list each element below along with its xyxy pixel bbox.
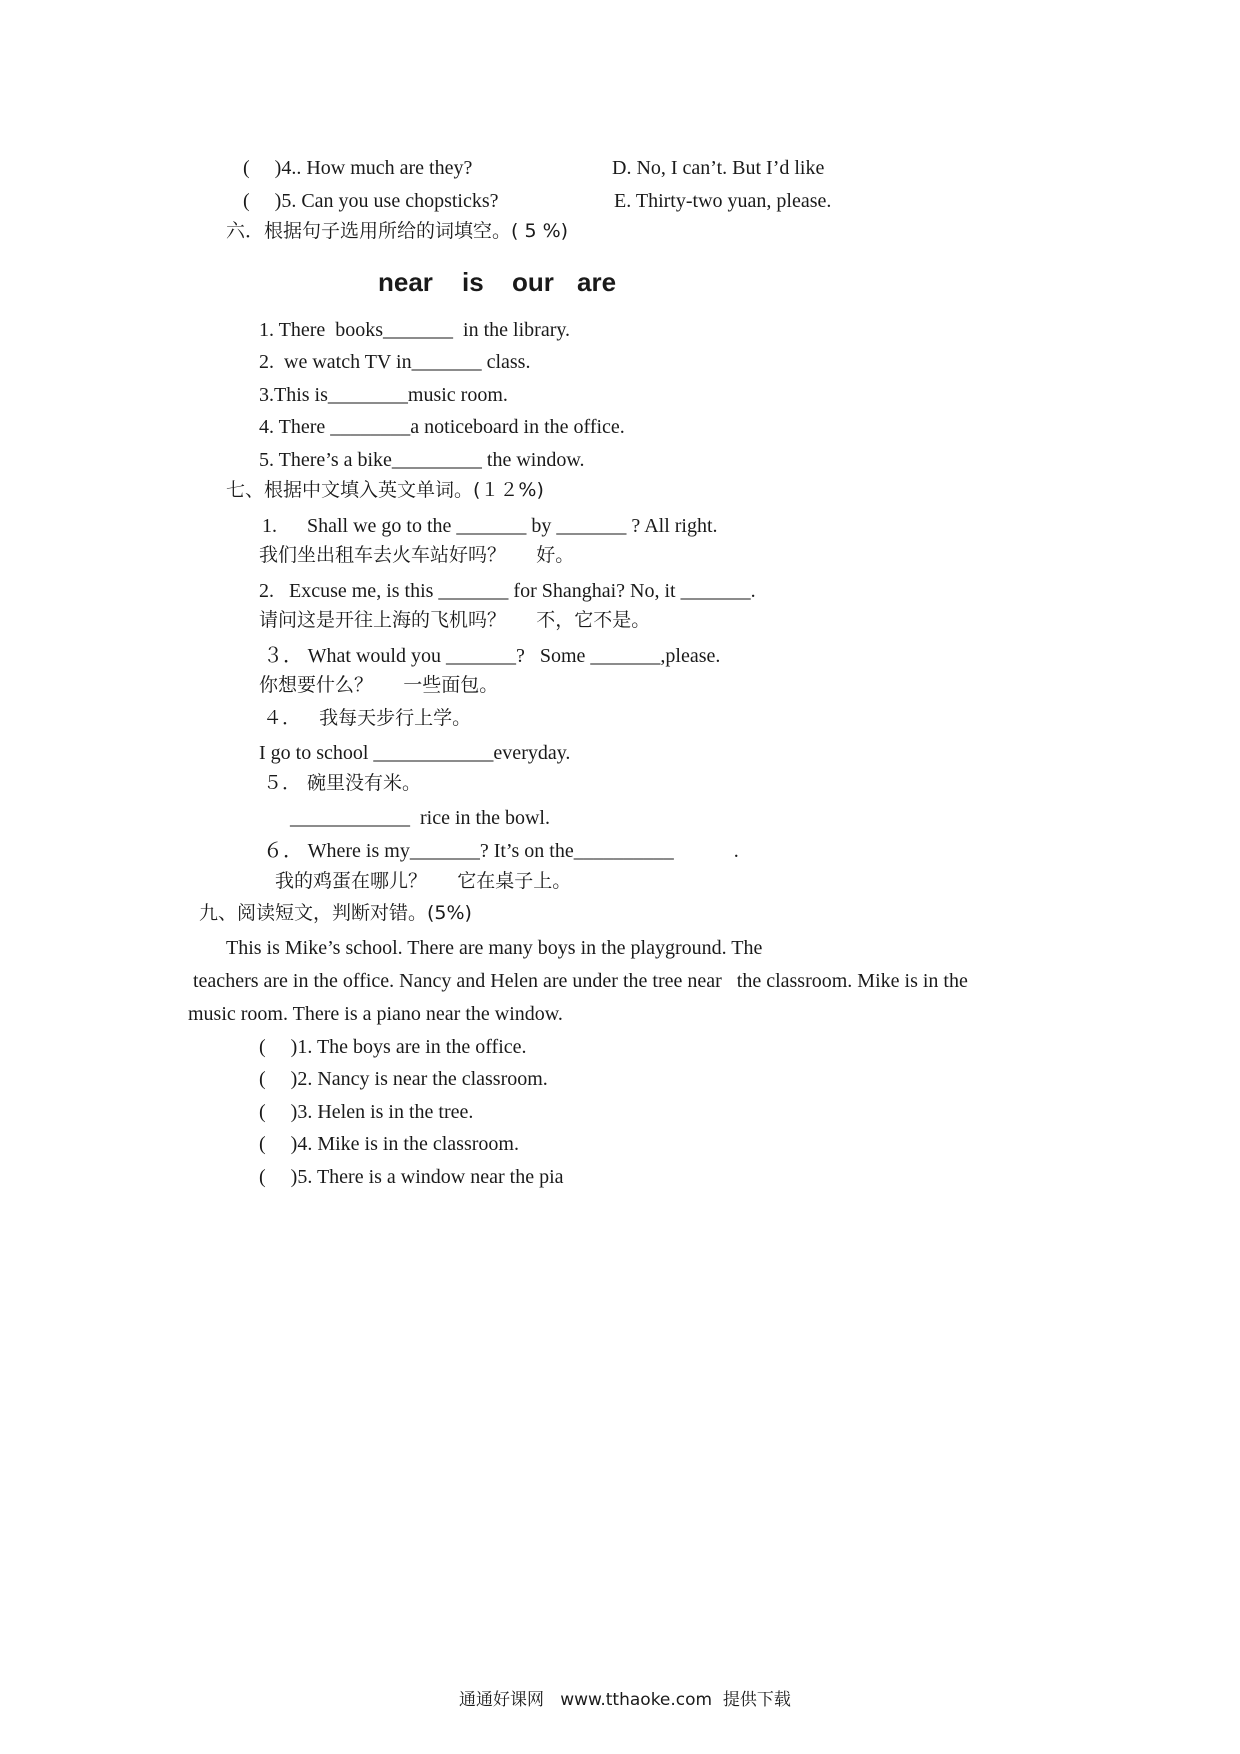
section7-q5-zh: ５． 碗里没有米。: [263, 772, 422, 794]
section6-item-4: 4. There ________a noticeboard in the office.: [259, 416, 625, 438]
passage-line-3: music room. There is a piano near the window.: [188, 1003, 563, 1025]
section9-item-5: ( )5. There is a window near the pia: [259, 1166, 564, 1188]
section7-q1-zh: 我们坐出租车去火车站好吗？ 好。: [259, 544, 575, 566]
section7-heading: 七、根据中文填入英文单词。(１２%): [226, 479, 544, 501]
section6-item-2: 2. we watch TV in_______ class.: [259, 351, 531, 373]
section7-q4-zh: ４． 我每天步行上学。: [263, 707, 472, 729]
section7-q5-en: ____________ rice in the bowl.: [290, 807, 550, 829]
match-answer-d: D. No, I can’t. But I’d like: [612, 157, 825, 179]
passage-line-1: This is Mike’s school. There are many boys in the playground. The: [226, 937, 763, 959]
section7-q2-zh: 请问这是开往上海的飞机吗？ 不，它不是。: [259, 609, 651, 631]
section6-item-5: 5. There’s a bike_________ the window.: [259, 449, 585, 471]
section9-item-3: ( )3. Helen is in the tree.: [259, 1101, 474, 1123]
section7-q3-zh: 你想要什么？ 一些面包。: [259, 674, 499, 696]
section9-heading: 九、阅读短文，判断对错。(5%): [199, 902, 472, 924]
section6-item-1: 1. There books_______ in the library.: [259, 319, 571, 341]
word-bank-is: is: [462, 267, 484, 297]
section7-q1-en: 1. Shall we go to the _______ by _______ ? All right.: [262, 515, 718, 537]
word-bank-our: our: [512, 267, 554, 297]
match-question-5: ( )5. Can you use chopsticks?: [243, 190, 499, 212]
section7-q2-en: 2. Excuse me, is this _______ for Shanghai? No, it _______.: [259, 580, 756, 602]
section7-q6-en: ６． Where is my_______? It’s on the__________ .: [263, 840, 739, 862]
section6-heading: 六．根据句子选用所给的词填空。( 5 %): [226, 220, 569, 242]
section9-item-2: ( )2. Nancy is near the classroom.: [259, 1068, 548, 1090]
section9-item-4: ( )4. Mike is in the classroom.: [259, 1133, 519, 1155]
section7-q4-en: I go to school ____________everyday.: [259, 742, 571, 764]
word-bank-are: are: [577, 267, 617, 297]
passage-line-2: teachers are in the office. Nancy and Helen are under the tree near the classroom. Mike is in the: [193, 970, 968, 992]
match-question-4: ( )4.. How much are they?: [243, 157, 473, 179]
section7-q3-en: ３． What would you _______? Some _______,please.: [263, 645, 721, 667]
match-answer-e: E. Thirty-two yuan, please.: [614, 190, 832, 212]
section7-q6-zh: 我的鸡蛋在哪儿？ 它在桌子上。: [275, 870, 572, 892]
section9-item-1: ( )1. The boys are in the office.: [259, 1036, 527, 1058]
page-footer: 通通好课网 www.tthaoke.com 提供下载: [459, 1690, 791, 1710]
word-bank-near: near: [378, 267, 433, 297]
section6-item-3: 3.This is________music room.: [259, 384, 508, 406]
